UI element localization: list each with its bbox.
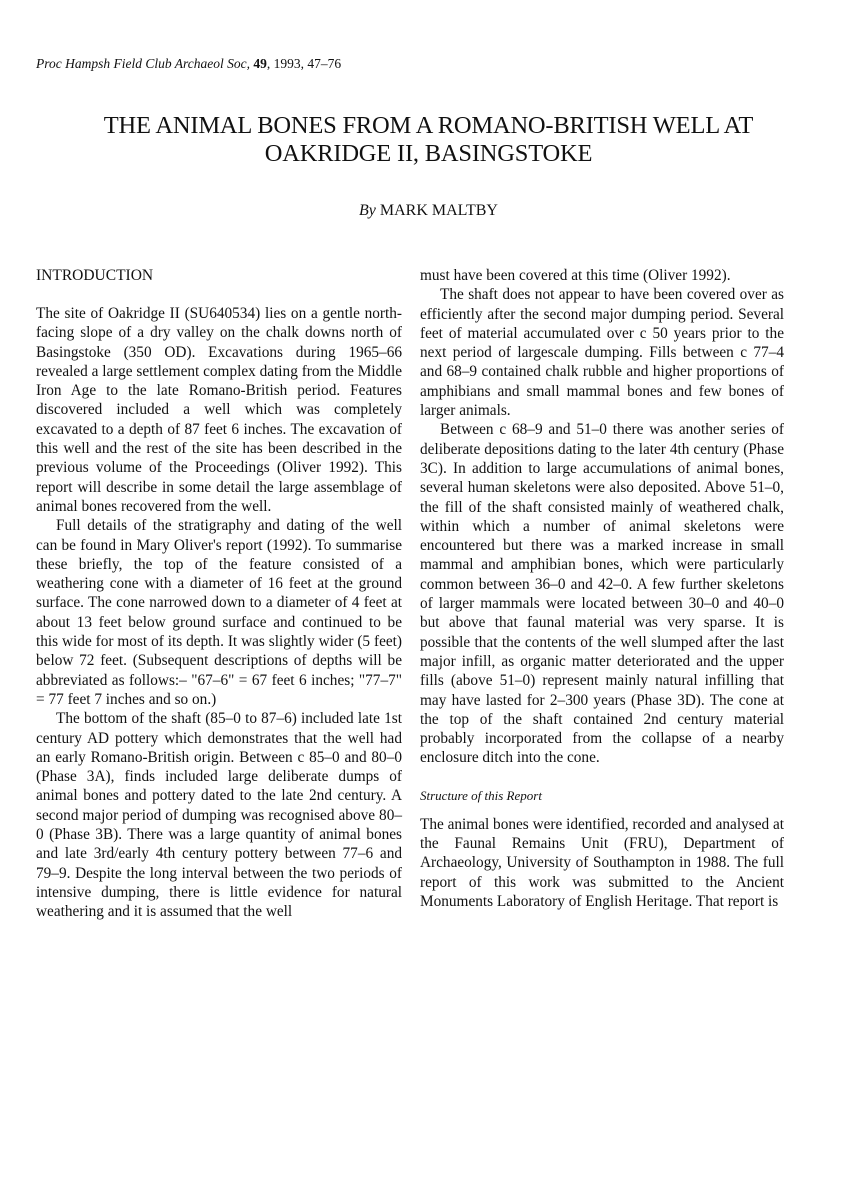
paragraph-shaft: The shaft does not appear to have been covered over as efficiently after the second major dumping period. Several feet of material accumulated over c 50 years prior to the next period of largescale dumping. Fills between c 77–4 and 68–9 contained chalk rubble and higher proportions of amphibians and small mammal bones and few bones of larger animals. (420, 286, 784, 420)
paragraph-structure: The animal bones were identified, recorded and analysed at the Faunal Remains Unit (FRU), Department of Archaeology, University of Southampton in 1988. The full report of this work was submitted to the Ancient Monuments Laboratory of English Heritage. That report is (420, 815, 784, 910)
journal-citation (36, 56, 341, 72)
paragraph-intro-1: The site of Oakridge II (SU640534) lies on a gentle north-facing slope of a dry valley on the chalk downs north of Basingstoke (350 OD). Excavations during 1965–66 revealed a large settlement complex dating from the Middle Iron Age to the late Romano-British period. Features discovered included a well which was completely excavated to a depth of 87 feet 6 inches. The excavation of this well and the rest of the site has been described in the previous volume of the Proceedings (Oliver 1992). This report will describe in some detail the large assemblage of animal bones recovered from the well. (36, 305, 402, 515)
paragraph-intro-2: Full details of the stratigraphy and dating of the well can be found in Mary Oliver's report (1992). To summarise these briefly, the top of the feature consisted of a weathering cone with a diameter of 16 feet at the ground surface. The cone narrowed down to a diameter of 4 feet at about 13 feet below ground surface and continued to be this wide for most of its depth. It was slightly wider (5 feet) below 72 feet. (Subsequent descriptions of depths will be abbreviated as follows:– "67–6" = 67 feet 6 inches; "77–7" = 77 feet 7 inches and so on.) (36, 517, 402, 708)
left-column (36, 266, 402, 922)
paper-title (30, 112, 827, 168)
journal-year-pages: , 1993, 47–76 (266, 56, 342, 71)
paragraph-phase-3c: Between c 68–9 and 51–0 there was another series of deliberate depositions dating to the later 4th century (Phase 3C). In addition to large accumulations of animal bones, several human skeletons were also deposited. Above 51–0, the fill of the shaft consisted mainly of weathered chalk, within which a number of animal skeletons were encountered but there was a marked increase in small mammal and amphibian bones, which were particularly common between 36–0 and 42–0. A few further skeletons of larger mammals were located between 30–0 and 40–0 but above that faunal material was very sparse. It is possible that the contents of the well slumped after the last major infill, as organic matter deteriorated and the upper fills (above 51–0) represent mainly natural infilling that may have lasted for 2–300 years (Phase 3D). The cone at the top of the shaft contained 2nd century material probably incorporated from the collapse of a nearby enclosure ditch into the cone. (420, 421, 784, 767)
author-name: MARK MALTBY (375, 202, 498, 219)
subsection-heading-structure: Structure of this Report (420, 787, 542, 803)
byline-prefix: By (359, 202, 376, 219)
paragraph-continued: must have been covered at this time (Oliver 1992). (420, 267, 731, 284)
right-column (420, 266, 784, 911)
journal-name: Proc Hampsh Field Club Archaeol Soc, (36, 56, 250, 71)
journal-volume: 49 (253, 56, 267, 71)
author-byline (0, 202, 857, 220)
title-line-2: OAKRIDGE II, BASINGSTOKE (264, 140, 593, 167)
section-heading-introduction: INTRODUCTION (36, 267, 154, 284)
title-line-1: THE ANIMAL BONES FROM A ROMANO-BRITISH WELL AT (103, 112, 754, 139)
paragraph-intro-3: The bottom of the shaft (85–0 to 87–6) included late 1st century AD pottery which demonstrates that the well had an early Romano-British origin. Between c 85–0 and 80–0 (Phase 3A), finds included large deliberate dumps of animal bones and pottery dated to the late 2nd century. A second major period of dumping was recognised above 80–0 (Phase 3B). There was a large quantity of animal bones and late 3rd/early 4th century pottery between 77–6 and 79–9. Despite the long interval between the two periods of intensive dumping, there is little evidence for natural weathering and it is assumed that the well (36, 710, 402, 921)
